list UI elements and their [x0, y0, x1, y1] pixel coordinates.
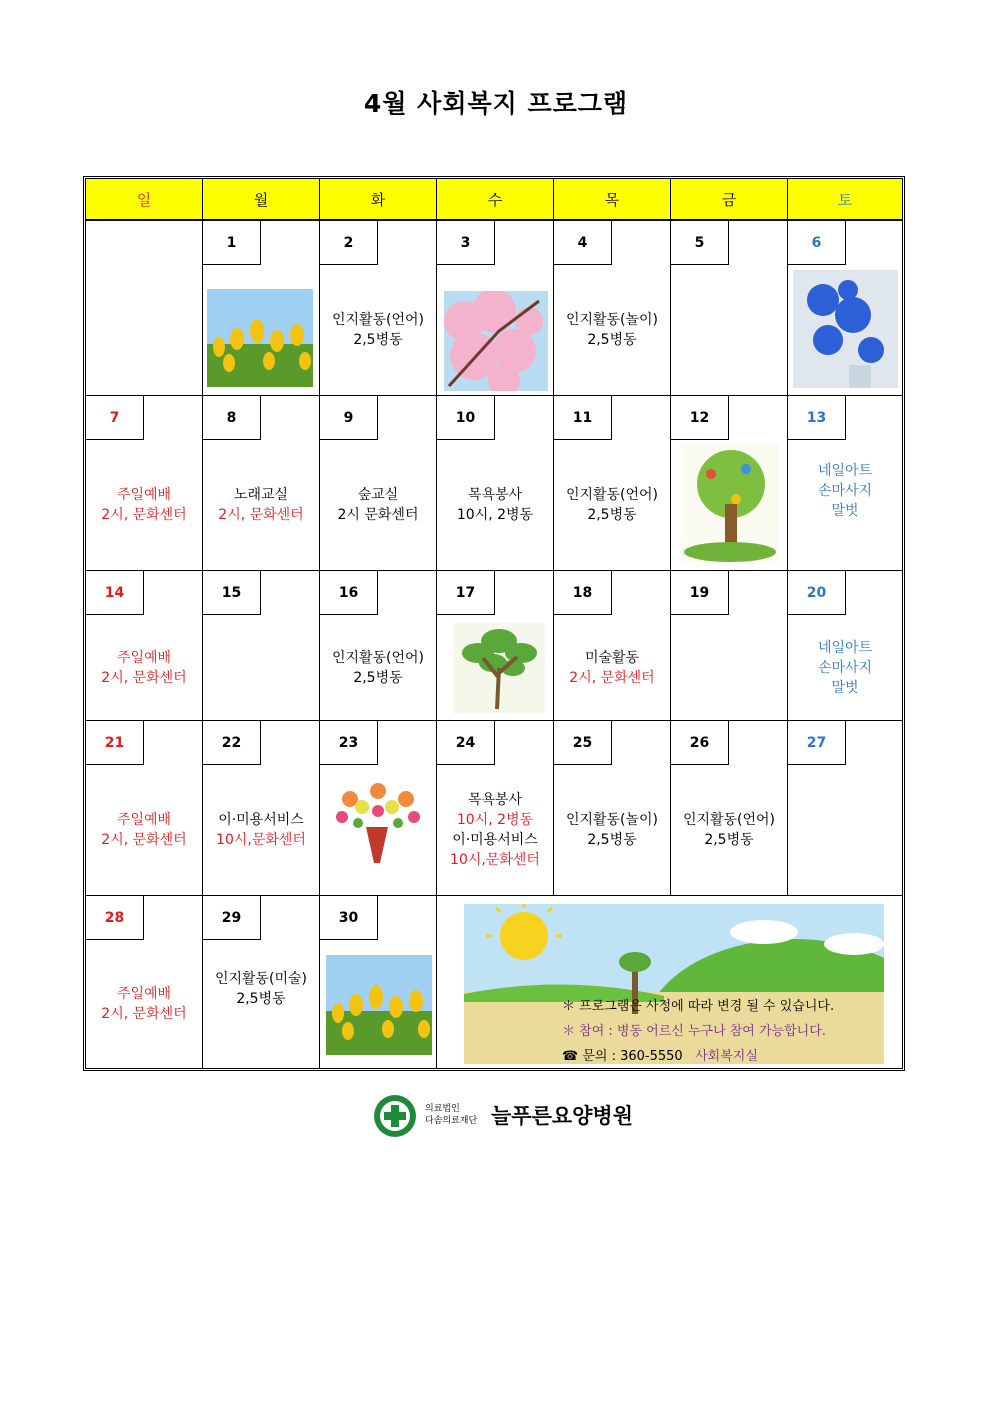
day-cell — [86, 571, 203, 721]
event-line: 10시, 2병동 — [456, 507, 534, 523]
event-line: 2시, 문화센터 — [218, 507, 304, 523]
day-number: 2 — [320, 221, 378, 265]
event-line: 인지활동(놀이) — [565, 812, 659, 828]
event-line: 주일예배 — [116, 487, 172, 503]
day-number: 20 — [788, 571, 846, 615]
day-cell — [320, 221, 437, 396]
event-line: 2시, 문화센터 — [101, 1006, 187, 1022]
hospital-emblem — [373, 1094, 417, 1138]
day-number: 9 — [320, 396, 378, 440]
department: 사회복지실 — [695, 1049, 758, 1064]
day-cell — [86, 896, 203, 1068]
day-cell — [203, 396, 320, 571]
weekday-fri: 금 — [671, 179, 788, 221]
event-line: 말벗 — [831, 503, 859, 519]
event-line: 2,5병동 — [353, 332, 403, 348]
phone-info: ☎ 문의 : 360-5550 — [562, 1049, 683, 1064]
day-cell — [203, 571, 320, 721]
day-number: 22 — [203, 721, 261, 765]
day-cell — [203, 721, 320, 896]
event-line: 노래교실 — [233, 487, 289, 503]
hospital-name: 늘푸른요양병원 — [491, 1104, 634, 1128]
day-cell — [788, 721, 902, 896]
day-number: 4 — [554, 221, 612, 265]
event-line: 목욕봉사 — [467, 487, 523, 503]
day-number: 21 — [86, 721, 144, 765]
day-number: 30 — [320, 896, 378, 940]
day-cell — [86, 721, 203, 896]
day-cell — [671, 571, 788, 721]
day-number: 26 — [671, 721, 729, 765]
day-cell — [203, 896, 320, 1068]
event-line: 10시,문화센터 — [450, 852, 540, 868]
tulip-image — [326, 955, 432, 1055]
day-cell — [554, 221, 671, 396]
day-cell — [788, 571, 902, 721]
event-line: 2,5병동 — [587, 332, 637, 348]
weekday-tue: 화 — [320, 179, 437, 221]
day-number: 12 — [671, 396, 729, 440]
event-line: 2시, 문화센터 — [101, 507, 187, 523]
event-line: 목욕봉사 — [467, 792, 523, 808]
day-number: 14 — [86, 571, 144, 615]
notice-box — [464, 904, 884, 1064]
day-cell — [320, 571, 437, 721]
event-line: 숲교실 — [357, 487, 399, 503]
event-line: 인지활동(미술) — [214, 971, 308, 987]
day-number: 25 — [554, 721, 612, 765]
day-cell — [554, 571, 671, 721]
day-cell — [554, 396, 671, 571]
event-line: 네일아트 — [817, 639, 873, 656]
event-line: 2시 문화센터 — [337, 507, 419, 523]
event-line: 주일예배 — [116, 812, 172, 828]
notice-line: ＊ 참여 : 병동 어르신 누구나 참여 가능합니다. — [562, 1024, 826, 1039]
event-line: 10시,문화센터 — [216, 832, 306, 848]
day-cell — [320, 896, 437, 1068]
weekday-sat: 토 — [788, 179, 902, 221]
day-number: 17 — [437, 571, 495, 615]
day-number: 28 — [86, 896, 144, 940]
event-line: 2,5병동 — [587, 832, 637, 848]
day-cell — [437, 571, 554, 721]
weekday-mon: 월 — [203, 179, 320, 221]
event-line: 2,5병동 — [236, 991, 286, 1007]
event-line: 인지활동(언어) — [682, 812, 776, 828]
day-cell — [671, 221, 788, 396]
event-line: 인지활동(놀이) — [565, 312, 659, 328]
day-number: 1 — [203, 221, 261, 265]
event-line: 이·미용서비스 — [218, 812, 304, 828]
day-number: 7 — [86, 396, 144, 440]
day-number: 10 — [437, 396, 495, 440]
day-cell — [320, 721, 437, 896]
day-number: 24 — [437, 721, 495, 765]
page-title: 4월 사회복지 프로그램 — [363, 89, 629, 118]
event-line: 손마사지 — [817, 483, 873, 499]
day-cell — [788, 396, 902, 571]
event-line: 인지활동(언어) — [331, 312, 425, 328]
event-line: 네일아트 — [817, 463, 873, 479]
event-line: 2시, 문화센터 — [569, 669, 655, 686]
day-number: 11 — [554, 396, 612, 440]
day-cell — [437, 396, 554, 571]
weekday-sun: 일 — [86, 179, 203, 221]
tree-children-image — [681, 444, 779, 562]
calendar — [83, 176, 905, 1071]
event-line: 주일예배 — [116, 649, 172, 666]
day-number: 8 — [203, 396, 261, 440]
day-cell — [788, 221, 902, 396]
day-cell — [671, 396, 788, 571]
day-number: 18 — [554, 571, 612, 615]
event-line: 2,5병동 — [704, 832, 754, 848]
day-number: 3 — [437, 221, 495, 265]
event-line: 말벗 — [831, 679, 859, 696]
day-number: 6 — [788, 221, 846, 265]
event-line: 손마사지 — [817, 659, 873, 676]
event-line: 2,5병동 — [587, 507, 637, 523]
cherry-blossom-image — [444, 291, 548, 391]
weekday-wed: 수 — [437, 179, 554, 221]
day-number: 15 — [203, 571, 261, 615]
bouquet-image — [328, 777, 426, 865]
day-cell — [554, 721, 671, 896]
event-line: 2시, 문화센터 — [101, 832, 187, 848]
org-line: 다솜의료재단 — [425, 1116, 478, 1126]
day-cell — [203, 221, 320, 396]
day-number: 29 — [203, 896, 261, 940]
day-number: 13 — [788, 396, 846, 440]
event-line: 2,5병동 — [353, 669, 403, 686]
day-cell — [671, 721, 788, 896]
tulip-image — [207, 289, 313, 387]
day-number: 27 — [788, 721, 846, 765]
event-line: 10시, 2병동 — [456, 812, 534, 828]
event-line: 주일예배 — [116, 986, 172, 1002]
tree-image — [453, 623, 545, 713]
day-number: 23 — [320, 721, 378, 765]
weekday-thu: 목 — [554, 179, 671, 221]
day-cell — [86, 396, 203, 571]
day-cell — [320, 396, 437, 571]
event-line: 인지활동(언어) — [331, 649, 425, 666]
day-number: 5 — [671, 221, 729, 265]
day-number: 16 — [320, 571, 378, 615]
blue-flower-image — [793, 270, 898, 388]
notice-line: ＊ 프로그램은 사정에 따라 변경 될 수 있습니다. — [562, 999, 835, 1014]
org-line: 의료법인 — [425, 1104, 460, 1114]
event-line: 인지활동(언어) — [565, 487, 659, 503]
day-empty — [86, 221, 203, 396]
event-line: 이·미용서비스 — [452, 832, 538, 848]
day-number: 19 — [671, 571, 729, 615]
event-line: 2시, 문화센터 — [101, 669, 187, 686]
event-line: 미술활동 — [584, 649, 640, 666]
footer-logo — [373, 1092, 633, 1138]
day-cell — [437, 221, 554, 396]
day-cell — [437, 721, 554, 896]
